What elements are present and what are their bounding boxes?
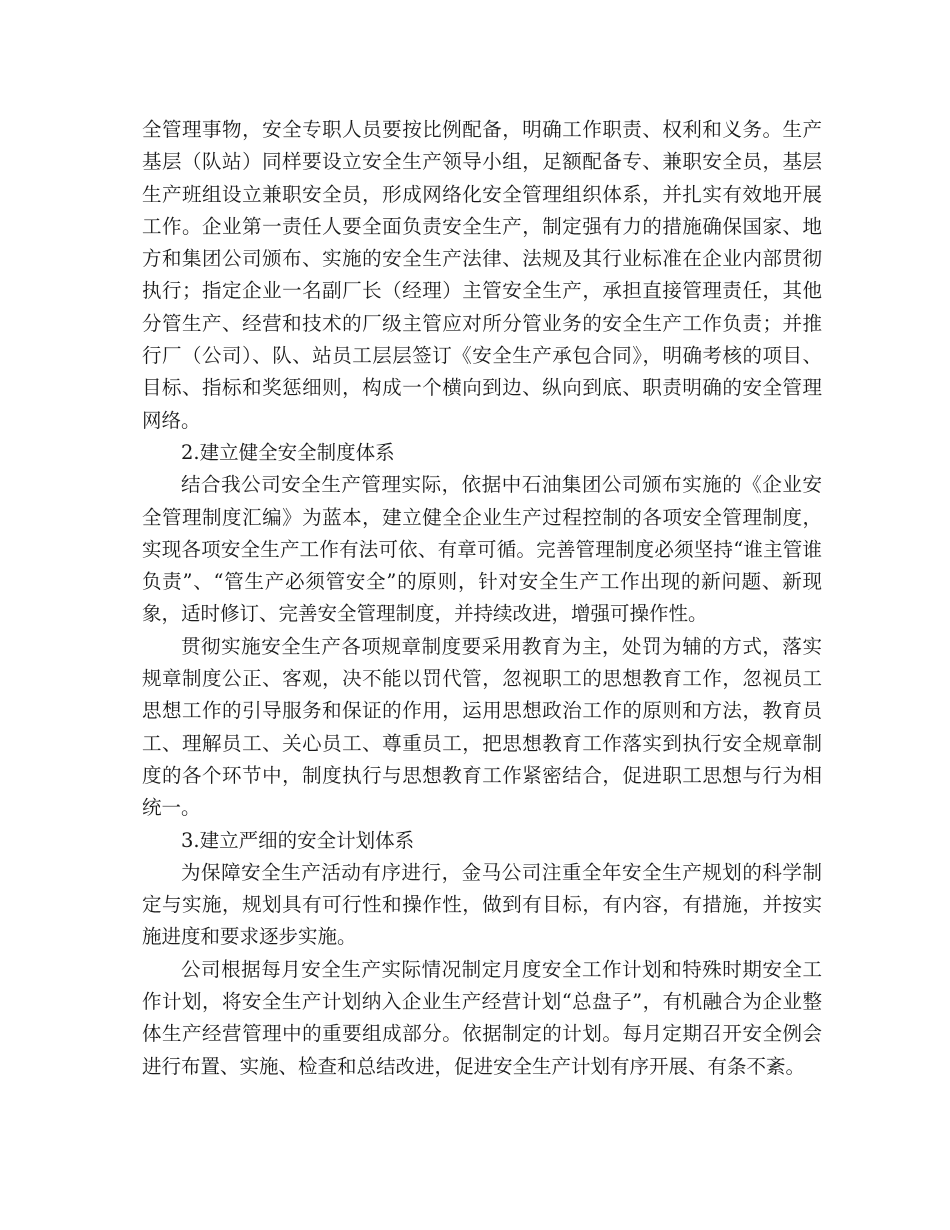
paragraph: 为保障安全生产活动有序进行，金马公司注重全年安全生产规划的科学制定与实施，规划具有可行性和操作性，做到有目标，有内容，有措施，并按实施进度和要求逐步实施。 (142, 860, 822, 949)
paragraph-continued: 全管理事物，安全专职人员要按比例配备，明确工作职责、权利和义务。生产基层（队站）同样要设立安全生产领导小组，足额配备专、兼职安全员，基层生产班组设立兼职安全员，形成网络化安全管理组织体系，并扎实有效地开展工作。企业第一责任人要全面负责安全生产，制定强有力的措施确保国家、地方和集团公司颁布、实施的安全生产法律、法规及其行业标准在企业内部贯彻执行；指定企业一名副厂长（经理）主管安全生产，承担直接管理责任，其他分管生产、经营和技术的厂级主管应对所分管业务的安全生产工作负责；并推行厂（公司）、队、站员工层层签订《安全生产承包合同》，明确考核的项目、目标、指标和奖惩细则，构成一个横向到边、纵向到底、职责明确的安全管理网络。 (142, 118, 822, 432)
paragraph: 贯彻实施安全生产各项规章制度要采用教育为主，处罚为辅的方式，落实规章制度公正、客观，决不能以罚代管，忽视职工的思想教育工作，忽视员工思想工作的引导服务和保证的作用，运用思想政治工作的原则和方法，教育员工、理解员工、关心员工、尊重员工，把思想教育工作落实到执行安全规章制度的各个环节中，制度执行与思想教育工作紧密结合，促进职工思想与行为相统一。 (142, 634, 822, 820)
paragraph: 公司根据每月安全生产实际情况制定月度安全工作计划和特殊时期安全工作计划，将安全生产计划纳入企业生产经营计划“总盘子”，有机融合为企业整体生产经营管理中的重要组成部分。依据制定的计划。每月定期召开安全例会进行布置、实施、检查和总结改进，促进安全生产计划有序开展、有条不紊。 (142, 957, 822, 1078)
section-heading-3: 3.建立严细的安全计划体系 (181, 828, 415, 852)
section-heading-2: 2.建立健全安全制度体系 (181, 440, 395, 464)
paragraph: 结合我公司安全生产管理实际，依据中石油集团公司颁布实施的《企业安全管理制度汇编》为蓝本，建立健全企业生产过程控制的各项安全管理制度，实现各项安全生产工作有法可依、有章可循。完善管理制度必须坚持“谁主管谁负责”、“管生产必须管安全”的原则，针对安全生产工作出现的新问题、新现象，适时修订、完善安全管理制度，并持续改进，增强可操作性。 (142, 473, 822, 626)
document-body (142, 114, 822, 1083)
